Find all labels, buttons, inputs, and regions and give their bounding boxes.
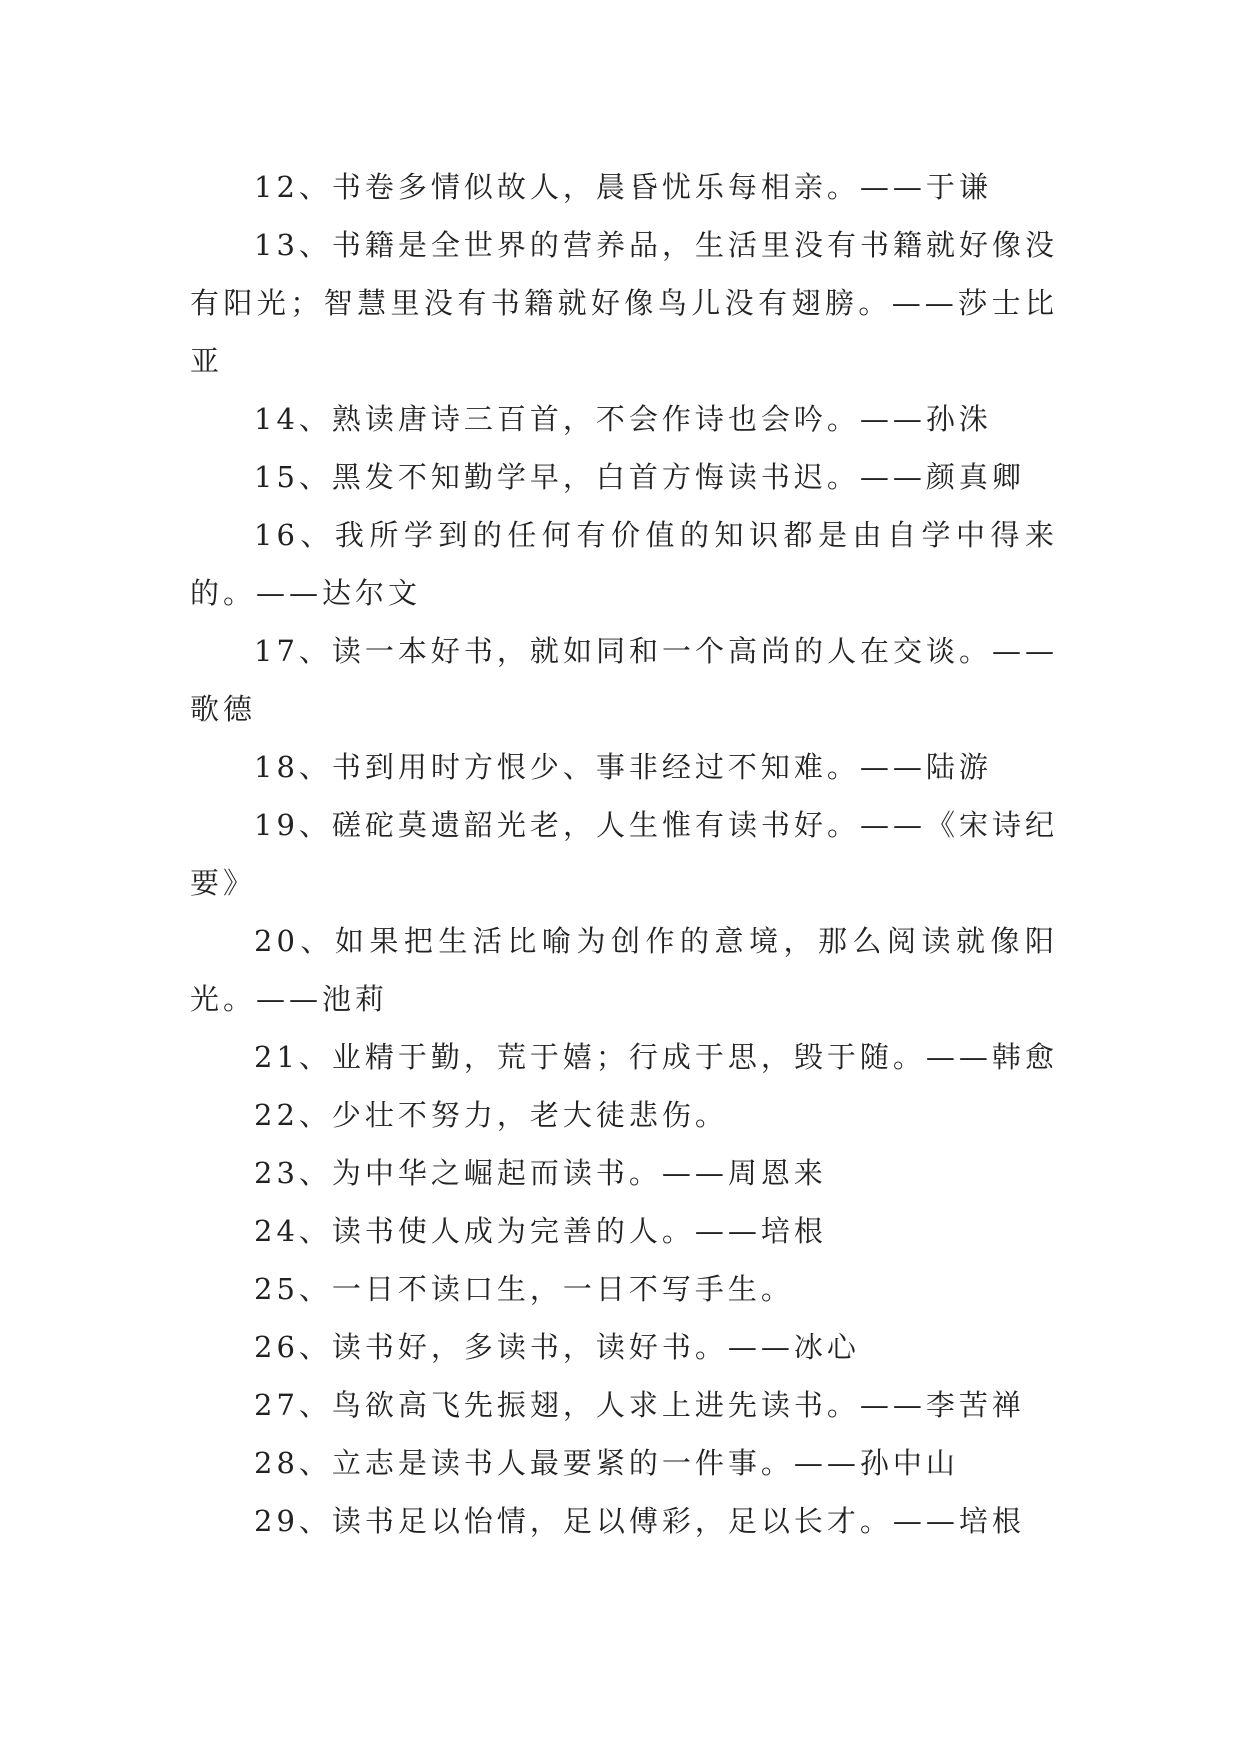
quote-paragraph-24: 24、读书使人成为完善的人。——培根 (254, 1214, 827, 1248)
quote-paragraph-14: 14、熟读唐诗三百首，不会作诗也会吟。——孙洙 (254, 402, 992, 436)
quote-paragraph-20: 20、如果把生活比喻为创作的意境，那么阅读就像阳光。——池莉 (190, 924, 1058, 1016)
quote-paragraph-21: 21、业精于勤，荒于嬉；行成于思，毁于随。——韩愈 (254, 1040, 1058, 1074)
quote-paragraph-15: 15、黑发不知勤学早，白首方悔读书迟。——颜真卿 (254, 460, 1025, 494)
quote-paragraph-27: 27、鸟欲高飞先振翅，人求上进先读书。——李苦禅 (254, 1388, 1025, 1422)
quote-paragraph-28: 28、立志是读书人最要紧的一件事。——孙中山 (254, 1446, 959, 1480)
quote-paragraph-29: 29、读书足以怡情，足以傅彩，足以长才。——培根 (254, 1504, 1025, 1538)
quote-paragraph-13: 13、书籍是全世界的营养品，生活里没有书籍就好像没有阳光；智慧里没有书籍就好像鸟儿没有翅膀。——莎士比亚 (190, 228, 1058, 378)
quote-paragraph-16: 16、我所学到的任何有价值的知识都是由自学中得来的。——达尔文 (190, 518, 1058, 610)
quote-paragraph-18: 18、书到用时方恨少、事非经过不知难。——陆游 (254, 750, 992, 784)
quote-paragraph-17: 17、读一本好书，就如同和一个高尚的人在交谈。——歌德 (190, 634, 1058, 726)
quote-paragraph-23: 23、为中华之崛起而读书。——周恩来 (254, 1156, 827, 1190)
quote-paragraph-12: 12、书卷多情似故人，晨昏忧乐每相亲。——于谦 (254, 170, 992, 204)
quote-paragraph-25: 25、一日不读口生，一日不写手生。 (254, 1272, 794, 1306)
quote-paragraph-26: 26、读书好，多读书，读好书。——冰心 (254, 1330, 860, 1364)
quote-paragraph-19: 19、磋砣莫遗韶光老，人生惟有读书好。——《宋诗纪要》 (190, 808, 1058, 900)
quote-paragraph-22: 22、少壮不努力，老大徒悲伤。 (254, 1098, 728, 1132)
document-body (190, 158, 1058, 1550)
